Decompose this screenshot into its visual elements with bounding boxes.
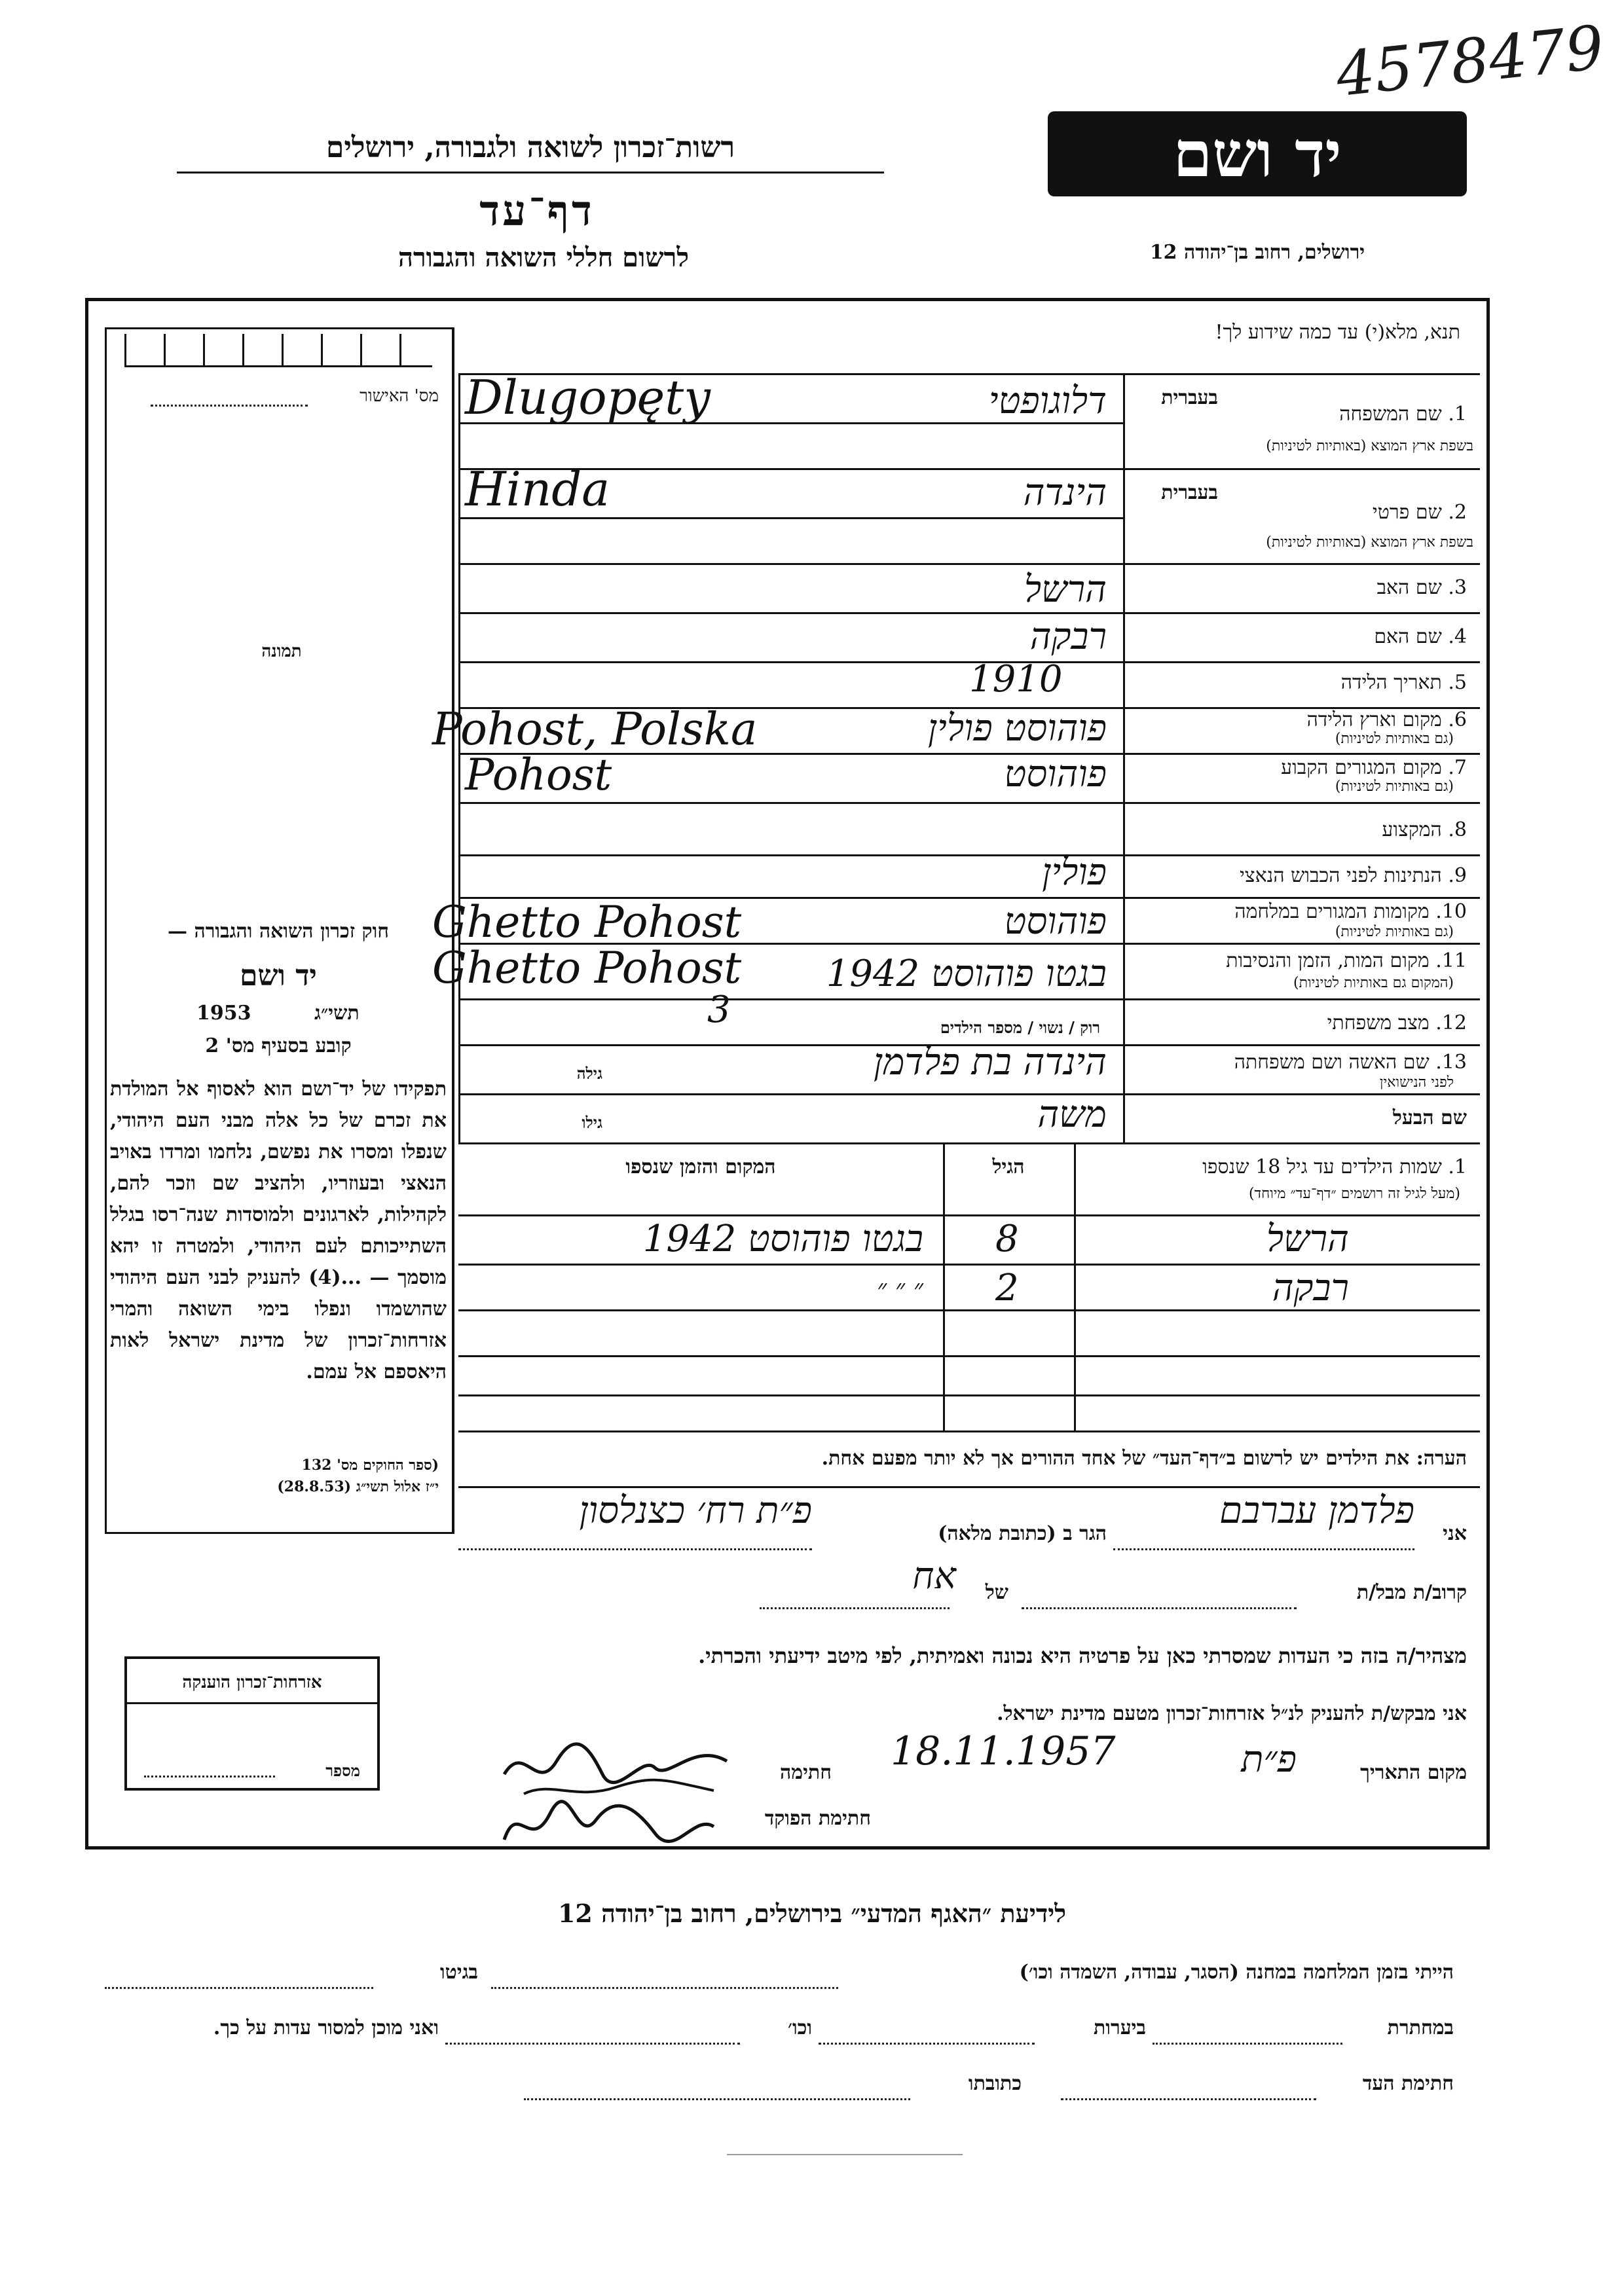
wife-age-label: גילה [576, 1064, 602, 1083]
note-line [458, 1486, 1480, 1488]
field-6-latin[interactable]: Pohost, Polska [432, 704, 758, 756]
child-2-name[interactable]: רבקה [1272, 1267, 1349, 1309]
children-header-sub: (מעל לגיל זה רושמים ״דף־עד״ מיוחד) [1248, 1186, 1460, 1202]
footer-witness-sign-line[interactable] [1061, 2098, 1316, 2100]
form-title: דף־עד [479, 187, 595, 236]
field-7-hebrew[interactable]: פוהוסט [1004, 753, 1107, 795]
archive-number-label: מספר [325, 1761, 360, 1780]
field-13-label: 13. שם האשה ושם משפחתה [1234, 1051, 1467, 1074]
field-3-hebrew[interactable]: הרשל [1024, 568, 1107, 611]
children-header-place: המקום והזמן שנספו [625, 1156, 776, 1178]
field-1-hebrew[interactable]: דלוגופטי [988, 380, 1107, 422]
institution-name: רשות־זכרון לשואה ולגבורה, ירושלים [325, 131, 735, 164]
declaration-of-label: של [985, 1581, 1008, 1604]
sidebar-top [105, 327, 454, 329]
footer-forest-line[interactable] [819, 2043, 1035, 2045]
declarant-address-line[interactable] [458, 1548, 812, 1550]
grid-divider-value [458, 373, 460, 1142]
row-line [458, 998, 1480, 1000]
instruction: תנא, מלא(י) עד כמה שידוע לך! [1215, 321, 1460, 344]
footer-line1-a: הייתי בזמן המלחמה במחנה (הסגר, עבודה, השמדה וכו׳) [1019, 1961, 1454, 1984]
declarant-name[interactable]: פלדמן עברבם [1219, 1489, 1414, 1532]
field-7-sub: (גם באותיות לטיניות) [1335, 778, 1454, 795]
field-7-label: 7. מקום המגורים הקבוע [1281, 756, 1467, 779]
place-date-label: מקום התאריך [1360, 1761, 1467, 1784]
husband-age-label: גילו [581, 1113, 602, 1132]
row-line [458, 468, 1480, 470]
footer-line2-b: ביערות [1093, 2016, 1146, 2039]
children-divider-2 [943, 1142, 945, 1430]
husband-label: שם הבעל [1392, 1106, 1467, 1129]
institution-address: ירושלים, רחוב בן־יהודה 12 [1149, 241, 1365, 264]
field-1-latin[interactable]: Dlugopęty [465, 370, 710, 425]
field-10-latin[interactable]: Ghetto Pohost [432, 897, 742, 947]
field-7-latin[interactable]: Pohost [465, 750, 612, 800]
children-divider-1 [1074, 1142, 1076, 1430]
declarant-address[interactable]: פ״ת רח׳ כצנלסון [579, 1489, 812, 1532]
field-8-label: 8. המקצוע [1382, 818, 1467, 841]
law-section: קובע בסעיף מס' 2 [205, 1034, 352, 1057]
footer-underground-line[interactable] [1153, 2043, 1342, 2045]
field-4-label: 4. שם האם [1374, 625, 1467, 648]
footer-line2-d: ואני מוכן למסור עדות על כך. [213, 2016, 439, 2039]
form-subtitle: לרשום חללי השואה והגבורה [397, 242, 690, 273]
footer-rule [727, 2154, 963, 2155]
field-11-hebrew[interactable]: בגטו פוהוסט 1942 [826, 953, 1107, 995]
field-6-hebrew[interactable]: פוהוסט פולין [927, 707, 1107, 750]
field-10-hebrew[interactable]: פוהוסט [1004, 900, 1107, 943]
child-1-name[interactable]: הרשל [1266, 1218, 1349, 1260]
footer-etc-line[interactable] [445, 2043, 740, 2045]
field-13-hebrew[interactable]: הינדה בת פלדמן [873, 1041, 1107, 1084]
law-text: תפקידו של יד־ושם הוא לאסוף אל המולדת את זכרם של כל אלה מבני העם היהודי, שנפלו ומסרו את נפשם, נלחמו ומרדו באויב הנאצי ובעוזריו, ולהציב שם וזכר להם, לקהילות, לארגונים ולמוסדות שנה־רסו בגלל השתייכותם לעם היהודי, ולמטרה זו יהא מוסמך — ...(4) להעניק לבני העם היהודי שהושמדו ונפלו בימי השואה והמרי אזרחות־זכרון של מדינת ישראל לאות היאספם אל עמם. [110, 1078, 447, 1383]
archive-title: אזרחות־זכרון הוענקה [182, 1673, 322, 1692]
field-11-latin[interactable]: Ghetto Pohost [432, 943, 742, 993]
law-ref: (ספר החוקים מס' 132 [301, 1457, 439, 1474]
footer-line1-b: בגיטו [439, 1961, 478, 1984]
declaration-ani: אני [1443, 1522, 1467, 1545]
field-11-label: 11. מקום המות, הזמן והנסיבות [1226, 949, 1467, 972]
field-12-children-count[interactable]: 3 [707, 989, 731, 1031]
children-header-age: הגיל [992, 1156, 1025, 1178]
child-2-place[interactable]: ״ ״ ״ [876, 1274, 923, 1304]
children-row-line [458, 1309, 1480, 1311]
field-6-sub: (גם באותיות לטיניות) [1335, 731, 1454, 747]
cert-number-boxes [124, 334, 432, 367]
field-12-sub: רוק / נשוי / מספר הילדים [940, 1018, 1100, 1037]
children-bottom [458, 1430, 1480, 1432]
law-name: יד ושם [240, 959, 317, 993]
handwritten-record-number: 4578479 [1333, 12, 1608, 111]
footer-witness-address-line[interactable] [524, 2098, 910, 2100]
field-5-label: 5. תאריך הלידה [1340, 671, 1467, 694]
field-13-sub: לפני הנישואין [1379, 1074, 1454, 1091]
field-6-label: 6. מקום וארץ הלידה [1306, 708, 1467, 731]
relation-value[interactable]: אח [912, 1555, 956, 1597]
husband-name[interactable]: משה [1037, 1093, 1107, 1136]
cert-number-line[interactable] [151, 405, 308, 407]
cert-number-label: מס' האישור [360, 386, 439, 406]
field-10-label: 10. מקומות המגורים במלחמה [1234, 900, 1467, 923]
archive-number-line[interactable] [144, 1776, 275, 1777]
declaration-relation-label: קרוב/ת מבל/ת [1356, 1581, 1467, 1604]
row-line [458, 802, 1480, 804]
footer-line2-c: וכו׳ [788, 2016, 812, 2039]
field-2-side: בעברית [1161, 481, 1218, 504]
field-1-label: 1. שם המשפחה [1339, 403, 1467, 426]
field-12-label: 12. מצב משפחתי [1327, 1011, 1467, 1034]
signature-label: חתימה [780, 1761, 832, 1784]
children-note: הערה: את הילדים יש לרשום ב״דף־העד״ של אחד ההורים אך לא יותר מפעם אחת. [821, 1447, 1467, 1470]
field-10-sub: (גם באותיות לטיניות) [1335, 924, 1454, 940]
field-1-sub: בשפת ארץ המוצא (באותיות לטיניות) [1266, 438, 1473, 454]
place-value[interactable]: פ״ת [1241, 1738, 1297, 1781]
declaration-resident-label: הגר ב (כתובת מלאה) [938, 1522, 1107, 1545]
row-line [458, 563, 1480, 565]
sidebar-left [105, 327, 107, 1534]
footer-ghetto-line[interactable] [105, 1987, 373, 1989]
footer-line2-a: במחתרת [1387, 2016, 1454, 2039]
child-1-place[interactable]: בגטו פוהוסט 1942 [642, 1218, 923, 1260]
row-split [458, 517, 1123, 519]
field-2-hebrew[interactable]: הינדה [1023, 471, 1107, 514]
field-1-side: בעברית [1161, 386, 1218, 409]
relation-of-line[interactable] [760, 1607, 950, 1609]
law-date: י״ז אלול תשי״ג (28.8.53) [277, 1478, 439, 1495]
law-hebrew-year: תשי״ג [314, 1002, 360, 1025]
photo-label: תמונה [261, 642, 302, 661]
field-9-label: 9. הנתינות לפני הכבוש הנאצי [1240, 864, 1467, 887]
field-2-label: 2. שם פרטי [1372, 501, 1467, 524]
field-2-latin[interactable]: Hinda [465, 462, 610, 517]
institution-underline [177, 172, 884, 173]
declarant-name-line[interactable] [1113, 1548, 1414, 1550]
footer-camp-line[interactable] [491, 1987, 838, 1989]
field-3-label: 3. שם האב [1376, 576, 1467, 599]
declaration-request: אני מבקש/ת להעניק לנ״ל אזרחות־זכרון מטעם מדינת ישראל. [997, 1702, 1467, 1725]
relation-line[interactable] [1022, 1607, 1297, 1609]
footer-title: לידיעת ״האגף המדעי״ בירושלים, רחוב בן־יהודה 12 [557, 1899, 1067, 1928]
footer-line3-b: כתובתו [968, 2072, 1022, 2095]
child-1-age[interactable]: 8 [995, 1218, 1019, 1260]
field-2-sub: בשפת ארץ המוצא (באותיות לטיניות) [1266, 534, 1473, 551]
law-year: 1953 [196, 1002, 251, 1025]
yad-vashem-logo: יד ושם [1048, 111, 1467, 196]
children-row-line [458, 1394, 1480, 1396]
field-11-sub: (המקום גם באותיות לטיניות) [1293, 975, 1454, 991]
children-header-name: 1. שמות הילדים עד גיל 18 שנספו [1202, 1156, 1467, 1178]
children-row-line [458, 1355, 1480, 1357]
official-signature[interactable] [498, 1787, 720, 1859]
declaration-statement: מצהיר/ה בזה כי העדות שמסרתי כאן על פרטיה היא נכונה ואמיתית, לפי מיטב ידיעתי והכרתי. [698, 1643, 1467, 1668]
children-header-line [458, 1214, 1480, 1216]
row-line [458, 612, 1480, 614]
row-line [458, 1142, 1480, 1144]
child-2-age[interactable]: 2 [995, 1267, 1019, 1309]
footer-line3-a: חתימת העד [1362, 2072, 1454, 2095]
field-4-hebrew[interactable]: רבקה [1029, 615, 1107, 658]
official-signature-label: חתימת הפוקד [764, 1807, 871, 1830]
date-value[interactable]: 18.11.1957 [891, 1728, 1116, 1774]
field-5-value[interactable]: 1910 [969, 658, 1063, 701]
field-9-hebrew[interactable]: פולין [1042, 851, 1107, 894]
archive-title-line [124, 1702, 380, 1704]
grid-divider-label [1123, 373, 1125, 1142]
sidebar-bottom [105, 1532, 454, 1534]
children-row-line [458, 1264, 1480, 1266]
law-title: חוק זכרון השואה והגבורה — [168, 920, 389, 943]
